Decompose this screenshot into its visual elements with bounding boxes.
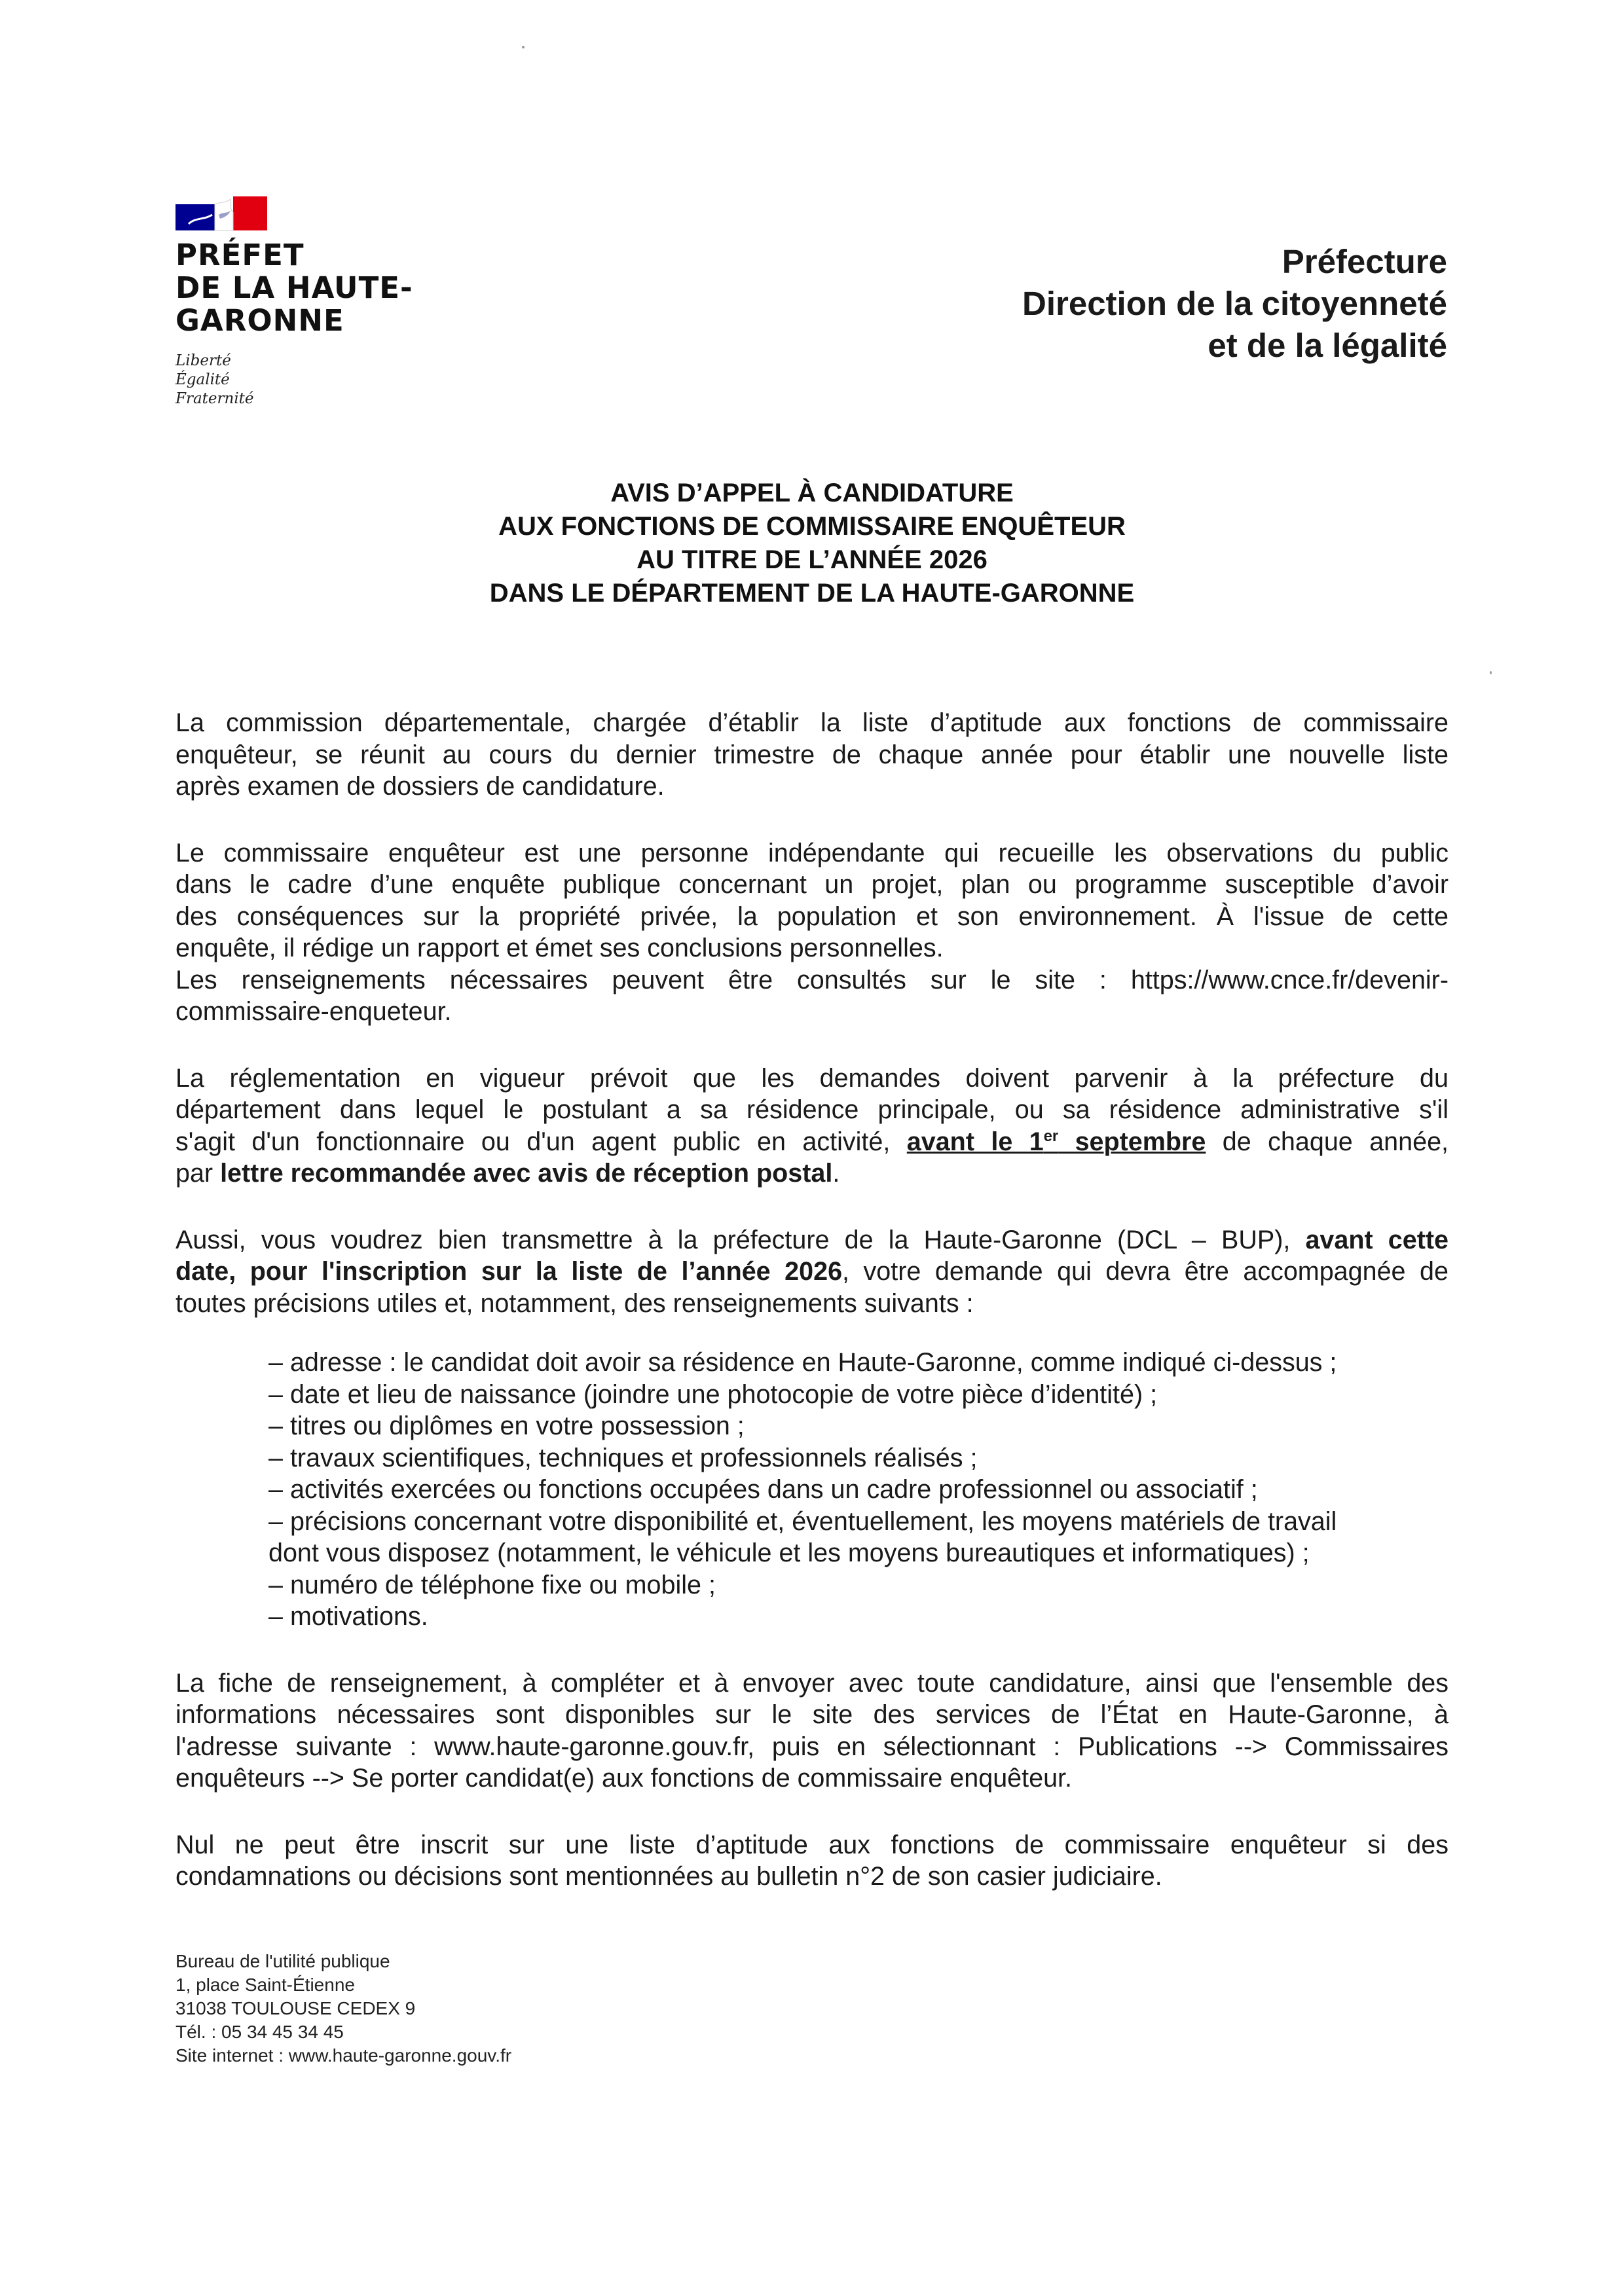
service-line: Direction de la citoyenneté — [1022, 285, 1447, 322]
list-item: – titres ou diplômes en votre possession ; — [268, 1412, 745, 1440]
text-line: enquête, il rédige un rapport et émet ses conclusions personnelles. — [175, 934, 944, 962]
republic-motto — [175, 352, 254, 409]
footer-line: 1, place Saint-Étienne — [175, 1975, 355, 1995]
service-line: Préfecture — [1282, 243, 1447, 280]
text-line: informations nécessaires sont disponibles sur le site des services de l’État en Haute-Garonne, à — [175, 1700, 1449, 1729]
text-line — [175, 1224, 1449, 1256]
text-line: dans le cadre d’une enquête publique concernant un projet, plan ou programme susceptible d’avoir — [175, 870, 1449, 899]
prefet-name-line: DE LA HAUTE- — [175, 270, 413, 305]
text-span: . — [832, 1159, 840, 1188]
footer-line: Bureau de l'utilité publique — [175, 1951, 390, 1971]
scan-speck — [522, 46, 525, 48]
scan-speck — [1490, 671, 1492, 674]
text-line: après examen de dossiers de candidature. — [175, 772, 665, 801]
motto-line: Égalité — [175, 371, 230, 388]
registered-letter-emphasis: lettre recommandée avec avis de réception postal — [220, 1159, 833, 1188]
list-item: – date et lieu de naissance (joindre une photocopie de votre pièce d’identité) ; — [268, 1379, 1158, 1409]
text-line: enquêteur, se réunit au cours du dernier trimestre de chaque année pour établir une nouvelle liste — [175, 740, 1449, 769]
footer-address — [175, 1950, 511, 2068]
deadline-text: avant le 1 — [906, 1127, 1044, 1156]
text-line: La commission départementale, chargée d’établir la liste d’aptitude aux fonctions de commissaire — [175, 708, 1449, 737]
title-line: AU TITRE DE L’ANNÉE 2026 — [637, 545, 987, 574]
title-line: AUX FONCTIONS DE COMMISSAIRE ENQUÊTEUR — [498, 512, 1126, 541]
bold-span: date, pour l'inscription sur la liste de l’année 2026 — [175, 1257, 843, 1286]
text-line: département dans lequel le postulant a sa résidence principale, ou sa résidence administrative s'il — [175, 1095, 1449, 1124]
list-item: – motivations. — [268, 1602, 428, 1631]
bold-span: avant cette — [1305, 1225, 1449, 1254]
motto-line: Liberté — [175, 352, 231, 369]
text-span: de chaque année, — [1206, 1127, 1449, 1156]
document-title — [0, 477, 1624, 610]
title-line: DANS LE DÉPARTEMENT DE LA HAUTE-GARONNE — [489, 579, 1135, 608]
text-line: commissaire-enqueteur. — [175, 997, 452, 1026]
text-line — [175, 1126, 1449, 1158]
motto-line: Fraternité — [175, 390, 254, 407]
paragraph-role — [175, 837, 1449, 1028]
text-line: toutes précisions utiles et, notamment, des renseignements suivants : — [175, 1288, 974, 1318]
deadline-emphasis — [907, 1127, 1206, 1156]
list-item: – travaux scientifiques, techniques et professionnels réalisés ; — [268, 1443, 978, 1472]
text-span: , votre demande qui devra être accompagnée de — [842, 1257, 1449, 1286]
service-header — [1022, 241, 1447, 367]
prefet-name-line: PRÉFET — [175, 238, 304, 272]
text-line: Le commissaire enquêteur est une personne indépendante qui recueille les observations du public — [175, 838, 1449, 867]
text-span: par — [175, 1159, 221, 1188]
required-info-list — [268, 1347, 1449, 1633]
prefet-name-line: GARONNE — [175, 303, 344, 338]
text-line — [175, 1256, 1449, 1288]
ordinal-suffix: er — [1043, 1127, 1059, 1145]
service-line: et de la légalité — [1208, 327, 1447, 364]
title-line: AVIS D’APPEL À CANDIDATURE — [610, 479, 1014, 507]
text-line: La réglementation en vigueur prévoit que les demandes doivent parvenir à la préfecture du — [175, 1063, 1449, 1093]
text-line: l'adresse suivante : www.haute-garonne.gouv.fr, puis en sélectionnant : Publications --> Commissaires — [175, 1732, 1449, 1761]
text-line: des conséquences sur la propriété privée, la population et son environnement. À l'issue de cette — [175, 902, 1449, 931]
list-item: – activités exercées ou fonctions occupées dans un cadre professionnel ou associatif ; — [268, 1475, 1258, 1504]
footer-line: Tél. : 05 34 45 34 45 — [175, 2022, 344, 2042]
prefet-name — [175, 239, 451, 337]
marianne-flag-icon — [175, 195, 267, 232]
text-line: enquêteurs --> Se porter candidat(e) aux fonctions de commissaire enquêteur. — [175, 1764, 1072, 1793]
document-body — [175, 707, 1449, 1927]
paragraph-eligibility — [175, 1829, 1449, 1893]
list-item: – numéro de téléphone fixe ou mobile ; — [268, 1570, 716, 1599]
paragraph-regulation — [175, 1063, 1449, 1190]
paragraph-form-info — [175, 1667, 1449, 1795]
text-span: Aussi, vous voudrez bien transmettre à la préfecture de la Haute-Garonne (DCL – BUP), — [175, 1225, 1306, 1254]
text-line: La fiche de renseignement, à compléter et à envoyer avec toute candidature, ainsi que l'ensemble des — [175, 1668, 1449, 1698]
text-line — [175, 1157, 1449, 1190]
list-item: – précisions concernant votre disponibilité et, éventuellement, les moyens matériels de travail — [268, 1506, 1337, 1536]
text-line: Les renseignements nécessaires peuvent être consultés sur le site : https://www.cnce.fr/devenir- — [175, 965, 1449, 994]
text-line: condamnations ou décisions sont mentionnées au bulletin n°2 de son casier judiciaire. — [175, 1862, 1162, 1891]
footer-line: Site internet : www.haute-garonne.gouv.fr — [175, 2045, 512, 2066]
paragraph-transmit — [175, 1224, 1449, 1320]
paragraph-commission — [175, 707, 1449, 803]
footer-line: 31038 TOULOUSE CEDEX 9 — [175, 1998, 416, 2018]
text-span: s'agit d'un fonctionnaire ou d'un agent public en activité, — [175, 1127, 907, 1156]
deadline-month: septembre — [1058, 1127, 1206, 1156]
list-item: – adresse : le candidat doit avoir sa résidence en Haute-Garonne, comme indiqué ci-dessus ; — [268, 1348, 1337, 1377]
list-item: dont vous disposez (notamment, le véhicule et les moyens bureautiques et informatiques) ; — [268, 1539, 1310, 1567]
text-line: Nul ne peut être inscrit sur une liste d’aptitude aux fonctions de commissaire enquêteur si des — [175, 1830, 1449, 1859]
